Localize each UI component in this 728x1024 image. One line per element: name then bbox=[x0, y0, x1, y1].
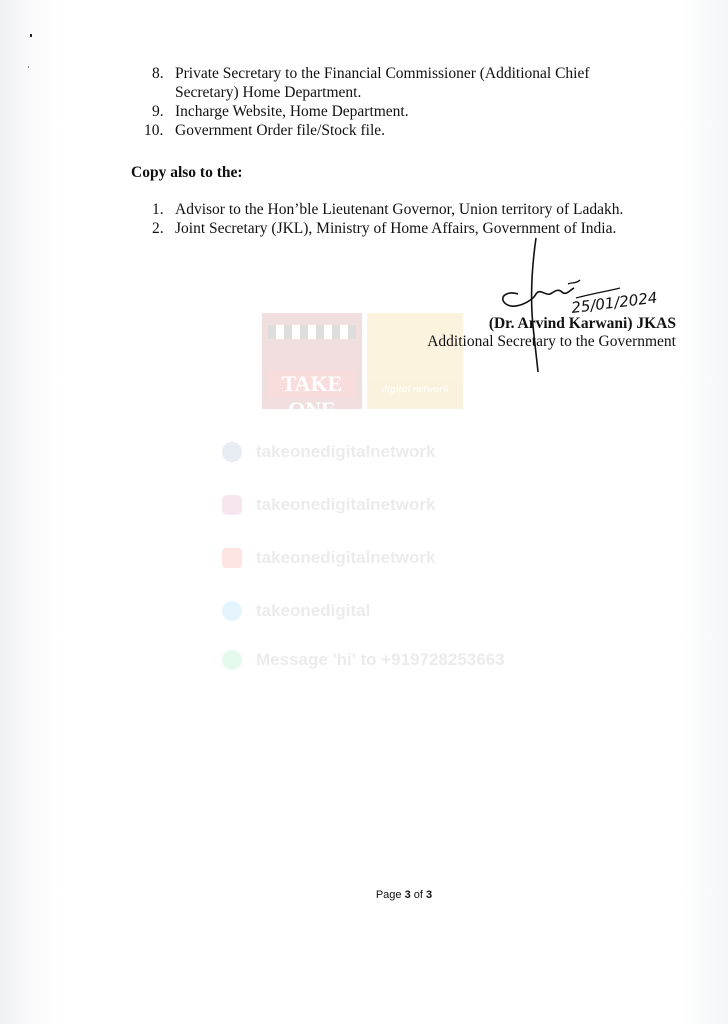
scan-mark bbox=[28, 66, 29, 68]
signature-date: 25/01/2024 bbox=[570, 288, 659, 317]
facebook-icon bbox=[222, 442, 242, 462]
watermark-line: takeonedigital bbox=[222, 599, 370, 623]
copy-item-text: Joint Secretary (JKL), Ministry of Home Affairs, Government of India. bbox=[175, 220, 617, 237]
handwritten-signature bbox=[480, 236, 680, 376]
list-item-text: Government Order file/Stock file. bbox=[175, 122, 386, 139]
instagram-icon bbox=[222, 495, 242, 515]
watermark-line: Message 'hi' to +919728253663 bbox=[222, 648, 505, 672]
watermark-logo-text: TAKE ONE bbox=[268, 371, 356, 397]
signatory-title: Additional Secretary to the Government bbox=[427, 333, 676, 350]
twitter-icon bbox=[222, 601, 242, 621]
list-item-text: Private Secretary to the Financial Commissioner (Additional Chief bbox=[175, 65, 590, 82]
page-number: Page 3 of 3 bbox=[375, 889, 433, 901]
whatsapp-icon bbox=[222, 650, 242, 670]
list-item-text: Secretary) Home Department. bbox=[175, 84, 362, 101]
signatory-name: (Dr. Arvind Karwani) JKAS bbox=[488, 315, 676, 332]
watermark-line: takeonedigitalnetwork bbox=[222, 493, 435, 517]
copy-item-number: 1. bbox=[152, 201, 164, 218]
list-item-number: 8. bbox=[152, 65, 164, 82]
copy-item-text: Advisor to the Hon’ble Lieutenant Governor, Union territory of Ladakh. bbox=[175, 201, 624, 218]
list-item-number: 9. bbox=[152, 103, 164, 120]
list-item-number: 10. bbox=[144, 122, 164, 139]
scan-mark bbox=[30, 34, 32, 37]
copy-heading: Copy also to the: bbox=[131, 164, 243, 181]
watermark-logo-right bbox=[367, 313, 463, 409]
youtube-icon bbox=[222, 548, 242, 568]
watermark-logo-subtext: digital network bbox=[381, 383, 449, 395]
watermark-logo-left bbox=[262, 313, 362, 422]
list-item-text: Incharge Website, Home Department. bbox=[175, 103, 409, 120]
watermark-line: takeonedigitalnetwork bbox=[222, 546, 435, 570]
watermark-line: takeonedigitalnetwork bbox=[222, 440, 435, 464]
copy-item-number: 2. bbox=[152, 220, 164, 237]
